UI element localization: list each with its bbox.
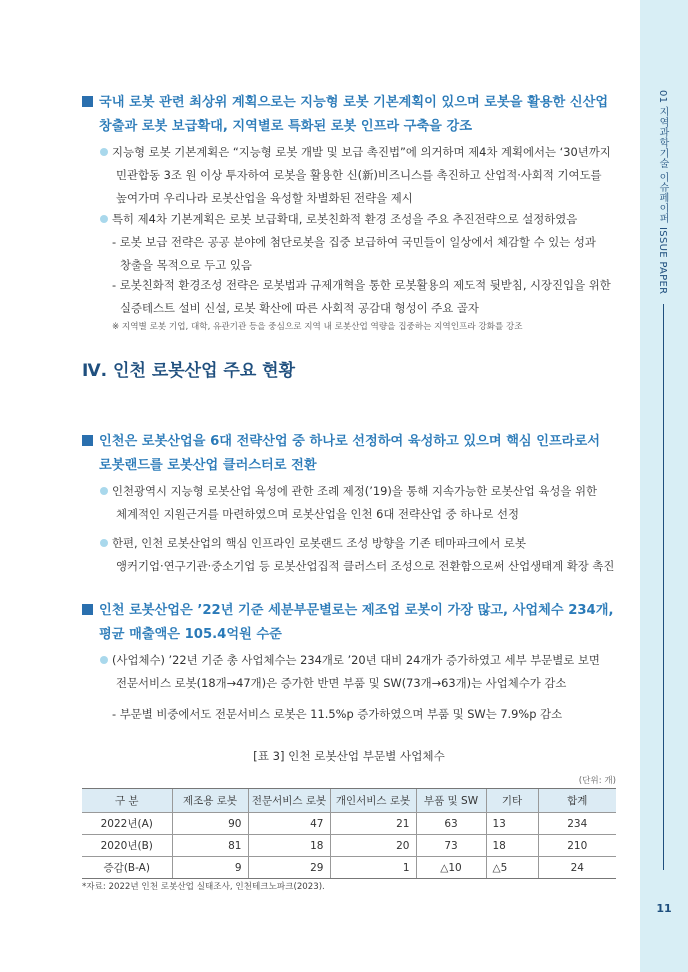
table-header-cell: 합계: [538, 789, 616, 813]
table-header-cell: 기타: [486, 789, 538, 813]
sidebar: [640, 0, 688, 972]
dash-item-supply-strategy: - 로봇 보급 전략은 공공 분야에 첨단로봇을 집중 보급하여 국민들이 일상에서 체감할 수 있는 성과 창출을 목적으로 두고 있음: [112, 235, 596, 272]
table-caption: [표 3] 인천 로봇산업 부문별 사업체수: [253, 749, 445, 763]
circle-bullet-icon: [100, 487, 108, 495]
circle-bullet-icon: [100, 656, 108, 664]
table-cell: △5: [486, 857, 538, 879]
square-bullet-icon: [82, 604, 93, 615]
table-header-cell: 전문서비스 로봇: [248, 789, 330, 813]
bullet-business-count: (사업체수) ’22년 기준 총 사업체수는 234개로 ’20년 대비 24개가 증가하였고 세부 부문별로 보면 전문서비스 로봇(18개→47개)은 증가한 반면 부품 및 SW(73개→63개)는 사업체수가 감소: [100, 649, 616, 695]
table-cell: 2020년(B): [82, 835, 172, 857]
table-row: [82, 857, 616, 879]
circle-bullet-icon: [100, 215, 108, 223]
page-number: 11: [656, 902, 672, 915]
table-cell: 63: [416, 813, 486, 835]
bullet-robotland: 한편, 인천 로봇산업의 핵심 인프라인 로봇랜드 조성 방향을 기존 테마파크에서 로봇 앵커기업·연구기관·중소기업 등 로봇산업집적 클러스터 조성으로 전환함으로써 산업생태계 확장 촉진: [100, 532, 616, 578]
table-cell: 18: [486, 835, 538, 857]
business-count-table: [82, 788, 616, 879]
table-row: [82, 813, 616, 835]
table-header-cell: 부품 및 SW: [416, 789, 486, 813]
table-cell: 81: [172, 835, 248, 857]
table-cell: 2022년(A): [82, 813, 172, 835]
table-cell: 234: [538, 813, 616, 835]
table-cell: 29: [248, 857, 330, 879]
table-cell: 증감(B-A): [82, 857, 172, 879]
bullet-robot-plan: 지능형 로봇 기본계획은 “지능형 로봇 개발 및 보급 촉진법”에 의거하며 제4차 계획에서는 ‘30년까지 민관합동 3조 원 이상 투자하여 로봇을 활용한 신(新)비즈니스를 촉진하고 산업적·사회적 기여도를 높여가며 우리나라 로봇산업을 육성할 차별화된 전략을 제시: [100, 141, 616, 210]
table-cell: 20: [330, 835, 416, 857]
section-title: Ⅳ. 인천 로봇산업 주요 현황: [82, 361, 296, 381]
table-header-row: [82, 789, 616, 813]
heading-incheon-strategy: 인천은 로봇산업을 6대 전략산업 중 하나로 선정하여 육성하고 있으며 핵심 인프라로서 로봇랜드를 로봇산업 클러스터로 전환: [82, 430, 616, 478]
table-header-cell: 구 분: [82, 789, 172, 813]
footnote-regional-infra: ※ 지역별 로봇 기업, 대학, 유관기관 등을 중심으로 지역 내 로봇산업 역량을 집중하는 지역인프라 강화를 강조: [112, 322, 523, 332]
heading-robot-plan: 국내 로봇 관련 최상위 계획으로는 지능형 로봇 기본계획이 있으며 로봇을 활용한 신산업 창출과 로봇 보급확대, 지역별로 특화된 로봇 인프라 구축을 강조: [82, 91, 616, 139]
table-row: [82, 835, 616, 857]
table-cell: 90: [172, 813, 248, 835]
table-cell: 1: [330, 857, 416, 879]
table-cell: 13: [486, 813, 538, 835]
square-bullet-icon: [82, 96, 93, 107]
table-cell: 21: [330, 813, 416, 835]
table-source: *자료: 2022년 인천 로봇산업 실태조사, 인천테크노파크(2023).: [82, 882, 325, 892]
dash-item-share-change: - 부문별 비중에서도 전문서비스 로봇은 11.5%p 증가하였으며 부품 및 SW는 7.9%p 감소: [112, 707, 563, 721]
bullet-incheon-ordinance: 인천광역시 지능형 로봇산업 육성에 관한 조례 제정(’19)을 통해 지속가능한 로봇산업 육성을 위한 체계적인 지원근거를 마련하였으며 로봇산업을 인천 6대 전략산업 중 하나로 선정: [100, 480, 616, 526]
bullet-fourth-plan: 특히 제4차 기본계획은 로봇 보급확대, 로봇친화적 환경 조성을 주요 추진전략으로 설정하였음: [100, 208, 616, 231]
circle-bullet-icon: [100, 539, 108, 547]
square-bullet-icon: [82, 435, 93, 446]
table-cell: 210: [538, 835, 616, 857]
table-cell: 9: [172, 857, 248, 879]
table-unit: (단위: 개): [578, 776, 616, 786]
circle-bullet-icon: [100, 148, 108, 156]
table-cell: △10: [416, 857, 486, 879]
dash-item-environment-strategy: - 로봇친화적 환경조성 전략은 로봇법과 규제개혁을 통한 로봇활용의 제도적 뒷받침, 시장진입을 위한 실증테스트 설비 신설, 로봇 확산에 따른 사회적 공감대 형성이 주요 골자: [112, 278, 611, 315]
heading-incheon-status: 인천 로봇산업은 ’22년 기준 세분부문별로는 제조업 로봇이 가장 많고, 사업체수 234개, 평균 매출액은 105.4억원 수준: [82, 599, 616, 647]
table-header-cell: 제조용 로봇: [172, 789, 248, 813]
table-cell: 73: [416, 835, 486, 857]
table-header-cell: 개인서비스 로봇: [330, 789, 416, 813]
table-cell: 47: [248, 813, 330, 835]
running-title: 01 지역과학기술 이슈페이퍼 ISSUE PAPER: [657, 90, 668, 295]
table-cell: 24: [538, 857, 616, 879]
table-cell: 18: [248, 835, 330, 857]
sidebar-divider: [663, 304, 664, 870]
